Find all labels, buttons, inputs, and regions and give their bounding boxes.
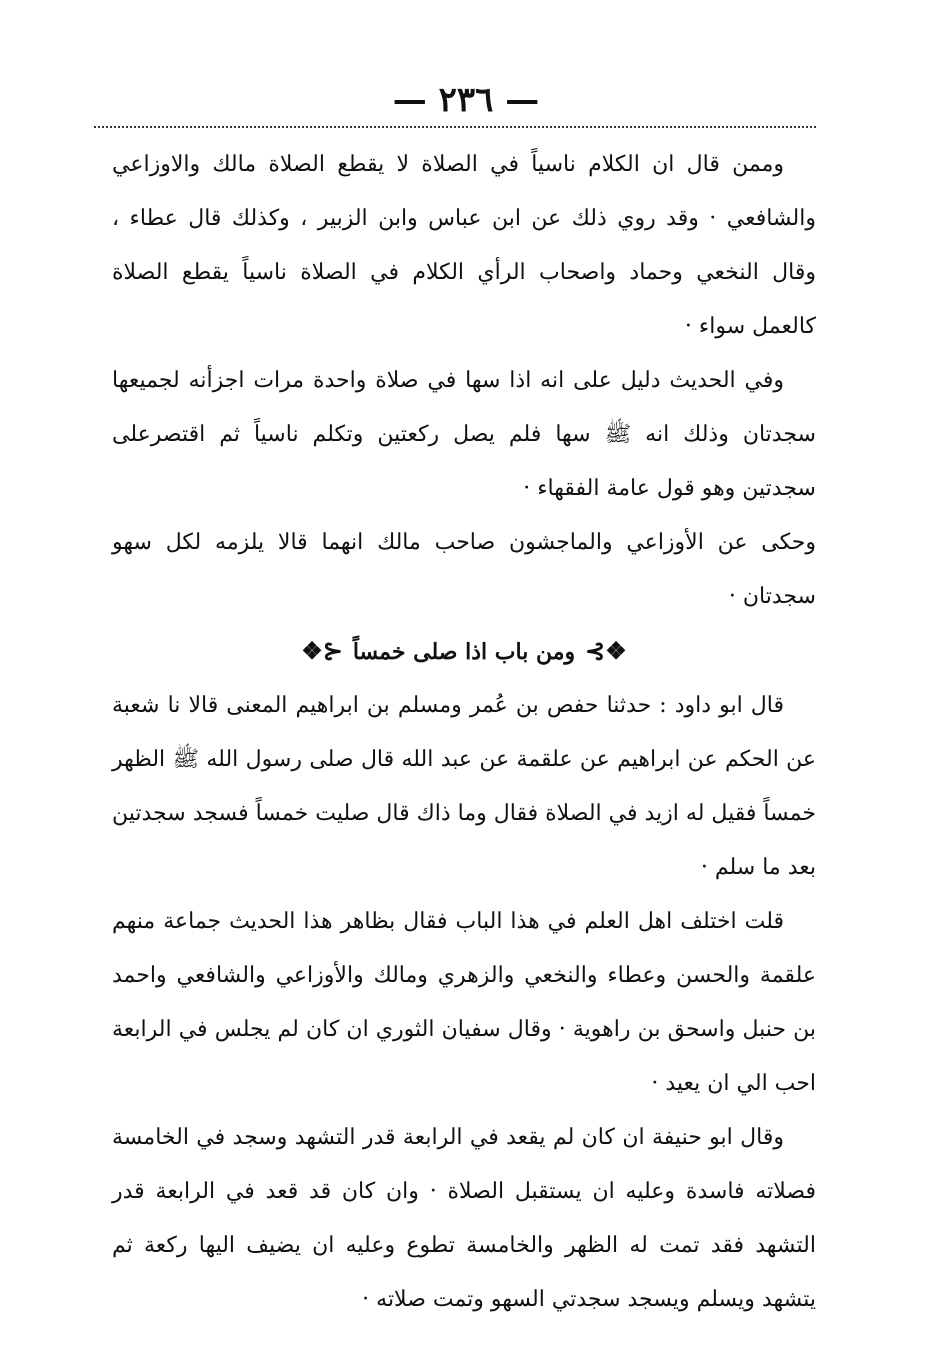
text-line: والشافعي · وقد روي ذلك عن ابن عباس وابن الزبير ، وكذلك قال عطاء ، <box>112 206 816 231</box>
text-line: وممن قال ان الكلام ناسياً في الصلاة لا يقطع الصلاة مالك والاوزاعي <box>112 152 784 177</box>
text-line: وهو قول عامة الفقهاء · <box>523 476 736 501</box>
text-line: قلت اختلف اهل العلم في هذا الباب فقال بظاهر هذا الحديث جماعة منهم علقمة <box>112 909 816 988</box>
paragraph-4 <box>112 679 816 895</box>
paragraph-5 <box>112 895 816 1111</box>
text-line: وقال ابو حنيفة ان كان لم يقعد في الرابعة قدر التشهد وسجد في الخامسة <box>112 1125 784 1150</box>
page-body <box>112 138 816 1327</box>
text-line: وحكى عن الأوزاعي والماجشون صاحب مالك انهما قالا يلزمه لكل سهو سجدتان · <box>112 530 816 609</box>
text-line: سجدتان وذلك انه ﷺ سها فلم يصل ركعتين وتكلم ناسياً ثم اقتصرعلى سجدتين <box>112 422 816 501</box>
ornament-icon: ⊰❖ <box>301 636 343 665</box>
text-line: وقال النخعي وحماد واصحاب الرأي الكلام في الصلاة ناسياً يقطع الصلاة <box>112 260 816 285</box>
text-line: وفي الحديث دليل على انه اذا سها في صلاة واحدة مرات اجزأنه لجميعها <box>112 368 784 393</box>
ornament-icon: ❖⊱ <box>585 636 627 665</box>
paragraph-2 <box>112 354 816 516</box>
text-line: واسحق بن راهوية · وقال سفيان الثوري ان كان لم يجلس في الرابعة احب الي ان يعيد · <box>112 1017 816 1096</box>
text-line: كالعمل سواء · <box>684 314 816 339</box>
paragraph-3 <box>112 516 816 624</box>
section-heading <box>112 624 816 679</box>
header-divider <box>94 126 816 128</box>
text-line: ويسجد سجدتي السهو وتمت صلاته · <box>362 1287 690 1312</box>
text-line: بعد ما سلم · <box>700 855 816 880</box>
paragraph-1 <box>112 138 816 354</box>
section-heading-text: ومن باب اذا صلى خمساً <box>352 639 576 665</box>
text-line: والحسن وعطاء والنخعي والزهري ومالك والأوزاعي والشافعي واحمد بن حنبل <box>112 963 817 1042</box>
text-line: شعبة عن الحكم عن ابراهيم عن علقمة عن عبد الله قال صلى رسول الله ﷺ الظهر <box>112 693 817 772</box>
paragraph-6 <box>112 1111 816 1327</box>
page-number: — ٢٣٦ — <box>392 80 540 120</box>
text-line: فقد تمت له الظهر والخامسة تطوع وعليه ان يضيف اليها ركعة ثم يتشهد ويسلم <box>112 1233 816 1312</box>
text-line: قال ابو داود : حدثنا حفص بن عُمر ومسلم بن ابراهيم المعنى قالا نا <box>167 693 784 718</box>
text-line: فصلاته فاسدة وعليه ان يستقبل الصلاة · وان كان قد قعد في الرابعة قدر التشهد <box>112 1179 816 1258</box>
text-line: خمساً فقيل له ازيد في الصلاة فقال وما ذاك قال صليت خمساً فسجد سجدتين <box>112 801 816 826</box>
